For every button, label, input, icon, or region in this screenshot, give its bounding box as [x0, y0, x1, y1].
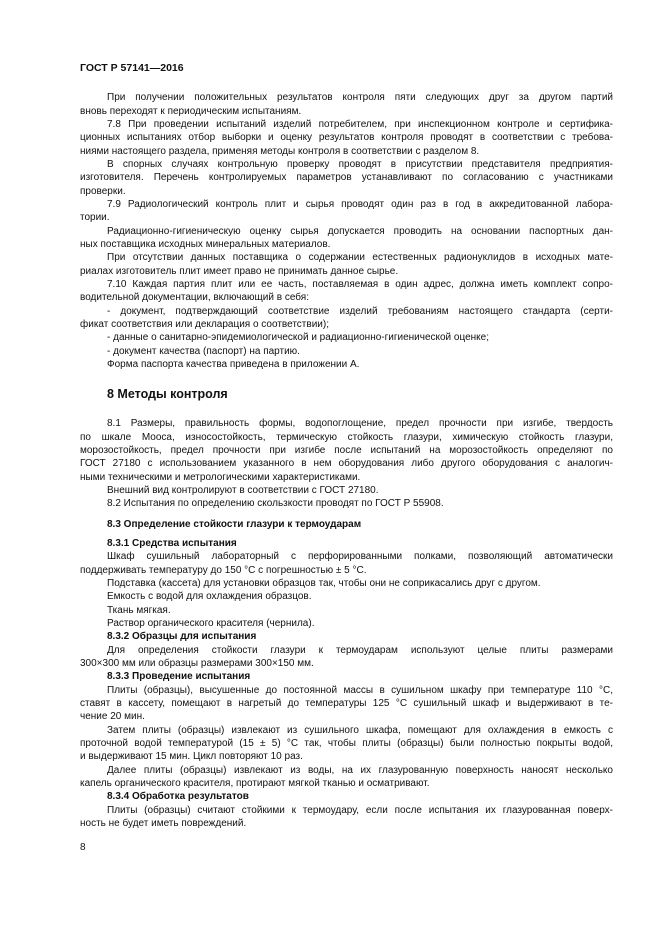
subclause-heading: 8.3.2 Образцы для испытания: [107, 631, 257, 643]
paragraph-clause-8-2: [80, 497, 613, 510]
paragraph-clause-7-10: [80, 278, 613, 305]
paragraph-missing-supplier-data: [80, 251, 613, 278]
text-line: Подставка (кассета) для установки образцов так, чтобы они не соприкасались друг с другом.: [107, 577, 541, 589]
text-line: ставят в кассету, помещают в нагретый до температуры 125 °С сушильный шкаф и выдерживают в те-: [80, 698, 613, 710]
text-line: морозостойкость, предел прочности при изгибе после испытаний на морозостойкость определяют по: [80, 444, 613, 456]
text-line: ность не будет иметь повреждений.: [80, 818, 247, 830]
clause-heading: 8.3 Определение стойкости глазури к термоударам: [107, 518, 362, 530]
text-line: Форма паспорта качества приведена в приложении А.: [107, 359, 360, 371]
text-line: чение 20 мин.: [80, 711, 145, 723]
page-body: [80, 91, 613, 830]
text-line: ными техническими и метрологическими характеристиками.: [80, 471, 361, 483]
text-line: 7.8 При проведении испытаний изделий потребителем, при инспекционном контроле и сертифика-: [107, 118, 613, 130]
text-line: Плиты (образцы), высушенные до постоянной массы в сушильном шкафу при температуре 110 °С,: [107, 684, 613, 696]
text-line: Далее плиты (образцы) извлекают из воды, на их глазурованную поверхность наносят несколько: [107, 764, 613, 776]
paragraph-equipment-cloth: [80, 604, 613, 617]
paragraph-specimens: [80, 644, 613, 671]
text-line: Плиты (образцы) считают стойкими к термоудару, если после испытания их глазурованная поверх-: [107, 804, 613, 816]
paragraph-equipment-oven: [80, 550, 613, 577]
text-line: 300×300 мм или образцы размерами 300×150 мм.: [80, 658, 314, 669]
section-heading: 8 Методы контроля: [107, 387, 228, 402]
supporting-documents-list: [80, 305, 613, 358]
text-line: ционных испытаниях отбор выборки и оценку результатов контроля проводят в соответствии с требова-: [80, 132, 613, 144]
text-line: Раствор органического красителя (чернила).: [107, 617, 315, 629]
text-line: Шкаф сушильный лабораторный с перфорированными полками, позволяющий автоматически: [107, 551, 613, 563]
text-line: ГОСТ 27180 с использованием указанного в нем оборудования либо другого оборудования с аналогич-: [80, 458, 613, 470]
text-line: по шкале Мооса, износостойкость, термическую стойкость глазури, химическую стойкость глазури,: [80, 431, 613, 443]
text-line: Радиационно-гигиеническую оценку сырья допускается проводить на основании паспортных дан-: [107, 225, 613, 237]
list-item: [80, 331, 613, 344]
paragraph-procedure-heating: [80, 684, 613, 724]
text-line: 7.10 Каждая партия плит или ее часть, поставляемая в один адрес, должна иметь комплект сопро-: [107, 279, 613, 291]
subclause-heading: 8.3.3 Проведение испытания: [107, 671, 251, 683]
text-line: - документ, подтверждающий соответствие изделий требованиям настоящего стандарта (серти-: [107, 305, 613, 317]
text-line: Затем плиты (образцы) извлекают из сушильного шкафа, помещают для охлаждения в емкость с: [107, 724, 613, 736]
text-line: проточной водой температурой (15 ± 5) °С так, чтобы плиты (образцы) были полностью покрыты водой,: [80, 738, 613, 750]
paragraph-procedure-cooling: [80, 724, 613, 764]
list-item: [80, 305, 613, 332]
paragraph-clause-8-1: [80, 417, 613, 484]
paragraph-evaluation: [80, 804, 613, 831]
text-line: 7.9 Радиологический контроль плит и сырья проводят один раз в год в аккредитованной лабора-: [107, 199, 613, 211]
subclause-heading: 8.3.1 Средства испытания: [107, 537, 237, 549]
text-line: Для определения стойкости глазури к термоударам используют целые плиты размерами: [107, 644, 613, 656]
text-line: Емкость с водой для охлаждения образцов.: [107, 591, 312, 603]
paragraph-clause-7-8: [80, 118, 613, 158]
paragraph-return-to-periodic: [80, 91, 613, 118]
paragraph-passport-form: [80, 358, 613, 371]
paragraph-disputed-cases: [80, 158, 613, 198]
paragraph-clause-7-9: [80, 198, 613, 225]
text-line: проверки.: [80, 185, 126, 197]
list-item: [80, 345, 613, 358]
standard-designation-header: ГОСТ Р 57141—2016: [80, 62, 184, 74]
text-line: и выдерживают 15 мин. Цикл повторяют 10 раз.: [80, 751, 303, 763]
text-line: фикат соответствия или декларация о соответствии);: [80, 319, 329, 331]
text-line: - документ качества (паспорт) на партию.: [107, 345, 300, 357]
text-line: Ткань мягкая.: [107, 604, 171, 616]
paragraph-equipment-dye: [80, 617, 613, 630]
paragraph-procedure-dye: [80, 764, 613, 791]
paragraph-radiation-assessment: [80, 225, 613, 252]
text-line: При получении положительных результатов контроля пяти следующих друг за другом партий: [107, 92, 613, 104]
paragraph-visual-inspection: [80, 484, 613, 497]
text-line: При отсутствии данных поставщика о содержании естественных радионуклидов в исходных мате-: [107, 252, 613, 264]
text-line: водительной документации, включающий в себя:: [80, 292, 309, 304]
text-line: Внешний вид контролируют в соответствии с ГОСТ 27180.: [107, 484, 379, 496]
text-line: В спорных случаях контрольную проверку проводят в присутствии представителя предприятия-: [107, 159, 613, 171]
subclause-heading: 8.3.4 Обработка результатов: [107, 791, 249, 803]
text-line: 8.1 Размеры, правильность формы, водопоглощение, предел прочности при изгибе, твердость: [107, 418, 613, 430]
text-line: ниями настоящего раздела, применяя методы контроля в соответствии с разделом 8.: [80, 145, 480, 157]
text-line: поддерживать температуру до 150 °С с погрешностью ± 5 °С.: [80, 564, 367, 576]
text-line: 8.2 Испытания по определению скользкости проводят по ГОСТ Р 55908.: [107, 498, 444, 510]
text-line: капель органического красителя, протирают мягкой тканью и осматривают.: [80, 778, 430, 790]
page-number: 8: [80, 842, 86, 853]
paragraph-equipment-stand: [80, 577, 613, 590]
text-line: - данные о санитарно-эпидемиологической и радиационно-гигиенической оценке;: [107, 332, 490, 344]
paragraph-equipment-container: [80, 590, 613, 603]
text-line: тории.: [80, 212, 110, 224]
text-line: вновь переходят к периодическим испытаниям.: [80, 105, 302, 117]
text-line: изготовителя. Перечень контролируемых параметров устанавливают по согласованию с участниками: [80, 172, 613, 184]
text-line: ных поставщика исходных минеральных материалов.: [80, 239, 331, 251]
text-line: риалах изготовитель плит имеет право не принимать данное сырье.: [80, 265, 399, 277]
